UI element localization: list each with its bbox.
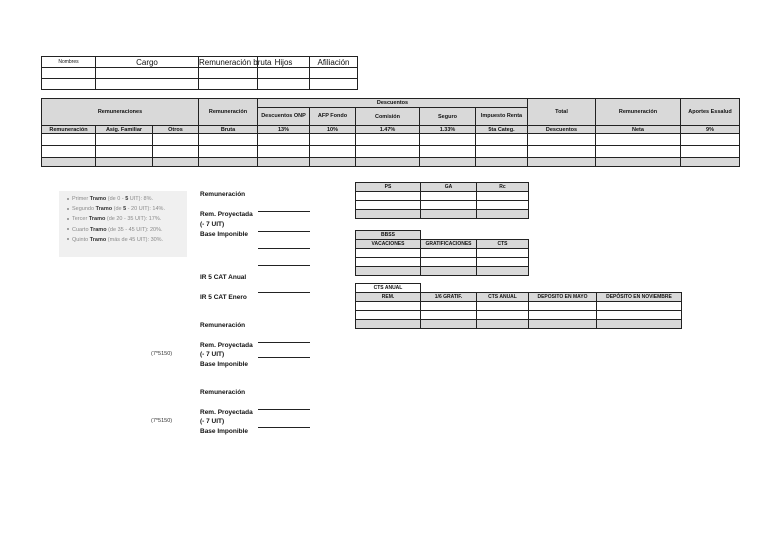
list-item: Primer Tramo (de 0 - 5 UIT): 8%. [67, 194, 187, 204]
header-afiliacion: Afiliación [310, 57, 358, 68]
tax-brackets-image [59, 191, 187, 257]
bbss-title: BBSS [356, 231, 421, 240]
cts-title: CTS ANUAL [356, 284, 421, 293]
header-cargo: Cargo [96, 57, 199, 68]
table-row [356, 210, 529, 219]
subheader-remuneracion: Remuneración [42, 126, 96, 134]
list-item: Quinto Tramo (más de 45 UIT): 30%. [67, 235, 187, 245]
table-row [356, 302, 682, 311]
calc3-rem-proyectada-line[interactable] [258, 409, 310, 410]
pct-afp: 10% [310, 126, 356, 134]
header-hijos: Hijos [258, 57, 310, 68]
calc1-blank-line[interactable] [258, 248, 310, 249]
calc1-base-imponible-label: Base Imponible [200, 231, 249, 238]
calc1-rem-proyectada-label: Rem. Proyectada [200, 211, 253, 218]
list-item: Segundo Tramo (de 5 - 20 UIT): 14%. [67, 204, 187, 214]
subheader-neta: Neta [596, 126, 681, 134]
header-remuneracion-bruta: Remuneración [199, 99, 258, 126]
table-row [42, 146, 740, 158]
header-remuneracion-neta: Remuneración [596, 99, 681, 126]
payroll-table [41, 98, 740, 167]
calc2-menos-uit-label: (- 7 UIT) [200, 351, 225, 358]
calc1-menos-uit-label: (- 7 UIT) [200, 221, 225, 228]
bullet-icon [67, 218, 69, 220]
header-aportes: Aportes Essalud [681, 99, 740, 126]
header-vacaciones: VACACIONES [356, 240, 421, 249]
bullet-icon [67, 198, 69, 200]
header-impuesto-renta: Impuesto Renta [476, 108, 528, 126]
calc2-base-imponible-label: Base Imponible [200, 361, 249, 368]
subheader-bruta: Bruta [199, 126, 258, 134]
pct-comision: 1.47% [356, 126, 420, 134]
header-nombres: Nombres [42, 57, 96, 68]
calc2-rem-proyectada-label: Rem. Proyectada [200, 342, 253, 349]
calc1-ir-anual-label: IR 5 CAT Anual [200, 274, 247, 281]
calc1-ir-enero-label: IR 5 CAT Enero [200, 294, 247, 301]
table-row [356, 201, 529, 210]
ps-ga-rc-table [355, 182, 529, 219]
pct-onp: 13% [258, 126, 310, 134]
calc3-remuneracion-label: Remuneración [200, 389, 246, 396]
header-descuentos: Descuentos [258, 99, 528, 108]
table-row [42, 68, 358, 79]
calc1-ir-anual-line[interactable] [258, 292, 310, 293]
header-total: Total [528, 99, 596, 126]
list-item: Tercer Tramo (de 20 - 35 UIT): 17%. [67, 214, 187, 224]
table-row [356, 311, 682, 320]
subheader-asig-familiar: Asig. Familiar [96, 126, 153, 134]
calc2-uit-note: (7*5150) [151, 351, 173, 357]
calc3-menos-uit-label: (- 7 UIT) [200, 418, 225, 425]
calc1-remuneracion-label: Remuneración [200, 191, 246, 198]
table-row [356, 192, 529, 201]
calc1-blank-line[interactable] [258, 265, 310, 266]
header-deposito-noviembre: DEPÓSITO EN NOVIEMBRE [597, 293, 682, 302]
table-row [42, 158, 740, 167]
header-rc: Rc [477, 183, 529, 192]
bullet-icon [67, 228, 69, 230]
bbss-table [355, 230, 529, 276]
sta-categ: 5ta Categ. [476, 126, 528, 134]
cts-anual-table [355, 283, 682, 329]
table-row [356, 267, 529, 276]
header-afp-fondo: AFP Fondo [310, 108, 356, 126]
calc2-remuneracion-label: Remuneración [200, 322, 246, 329]
calc3-rem-proyectada-label: Rem. Proyectada [200, 409, 253, 416]
table-row [356, 258, 529, 267]
calc3-menos-uit-line[interactable] [258, 427, 310, 428]
table-row [42, 134, 740, 146]
header-descuentos-onp: Descuentos ONP [258, 108, 310, 126]
calc2-rem-proyectada-line[interactable] [258, 342, 310, 343]
header-rem: REM. [356, 293, 421, 302]
header-remuneraciones: Remuneraciones [42, 99, 199, 126]
table-row [356, 249, 529, 258]
header-cts: CTS [477, 240, 529, 249]
subheader-descuentos: Descuentos [528, 126, 596, 134]
header-gratificaciones: GRATIFICACIONES [421, 240, 477, 249]
calc2-menos-uit-line[interactable] [258, 357, 310, 358]
pct-aportes: 9% [681, 126, 740, 134]
table-row [42, 79, 358, 90]
calc3-base-imponible-label: Base Imponible [200, 428, 249, 435]
bullet-icon [67, 208, 69, 210]
table-row [356, 320, 682, 329]
header-comision: Comisión [356, 108, 420, 126]
calc3-uit-note: (7*5150) [151, 418, 173, 424]
header-deposito-mayo: DEPOSITO EN MAYO [529, 293, 597, 302]
header-remuneracion-bruta: Remuneración bruta [199, 57, 272, 67]
pct-seguro: 1.33% [420, 126, 476, 134]
subheader-otros: Otros [153, 126, 199, 134]
header-seguro: Seguro [420, 108, 476, 126]
employee-info-table [41, 56, 358, 90]
header-gratif: 1/6 GRATIF. [421, 293, 477, 302]
calc1-rem-proyectada-line[interactable] [258, 211, 310, 212]
header-cts-anual: CTS ANUAL [477, 293, 529, 302]
calc1-base-imponible-line[interactable] [258, 231, 310, 232]
header-ps: PS [356, 183, 421, 192]
header-ga: GA [421, 183, 477, 192]
list-item: Cuarto Tramo (de 35 - 45 UIT): 20%. [67, 225, 187, 235]
bullet-icon [67, 238, 69, 240]
